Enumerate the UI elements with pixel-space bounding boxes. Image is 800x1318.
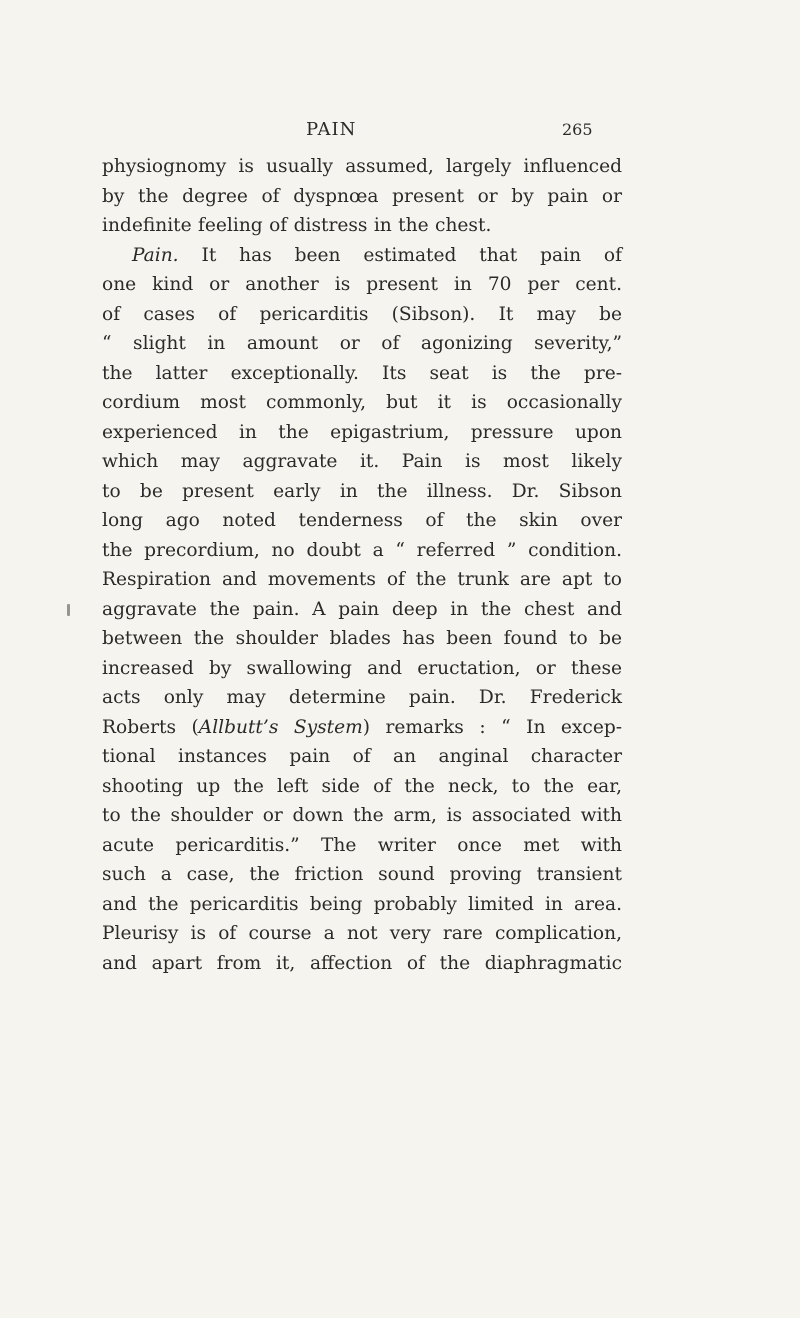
text-line: between the shoulder blades has been found to be (102, 628, 622, 649)
text-line: acts only may determine pain. Dr. Frederick (102, 687, 622, 708)
text-line: by the degree of dyspnœa present or by pain or (102, 185, 622, 207)
margin-mark (67, 604, 70, 616)
cited-work-title: Allbutt’s System (198, 716, 363, 738)
text-line: increased by swallowing and eructation, or these (102, 657, 622, 679)
text-line: one kind or another is present in 70 per cent. (102, 274, 622, 295)
text-line: to be present early in the illness. Dr. Sibson (102, 480, 622, 502)
text-line: of cases of pericarditis (Sibson). It may be (102, 303, 622, 325)
running-title: PAIN (306, 119, 357, 140)
text-line: to the shoulder or down the arm, is associated with (102, 805, 622, 826)
text-line: acute pericarditis.” The writer once met with (102, 834, 622, 856)
text-line: the latter exceptionally. Its seat is the pre- (102, 362, 622, 384)
text-run: It has been estimated that pain of (201, 244, 622, 266)
text-line: and apart from it, affection of the diaphragmatic (102, 952, 622, 974)
text-line: long ago noted tenderness of the skin over (102, 510, 622, 531)
text-line: cordium most commonly, but it is occasionally (102, 392, 622, 413)
body-text (102, 152, 622, 978)
text-line: and the pericarditis being probably limited in area. (102, 893, 622, 915)
section-run-in-heading: Pain. (132, 244, 179, 266)
text-line: such a case, the friction sound proving transient (102, 864, 622, 885)
text-line: experienced in the epigastrium, pressure upon (102, 421, 622, 443)
text-line: shooting up the left side of the neck, to the ear, (102, 775, 622, 797)
text-line: which may aggravate it. Pain is most likely (102, 451, 622, 472)
page-number: 265 (562, 120, 593, 139)
text-line (102, 241, 622, 271)
text-run: Roberts ( (102, 716, 199, 738)
text-line: “ slight in amount or of agonizing severity,” (102, 333, 622, 354)
text-line: physiognomy is usually assumed, largely influenced (102, 156, 622, 177)
text-line: aggravate the pain. A pain deep in the chest and (102, 598, 622, 620)
text-line (102, 713, 622, 743)
text-line: indefinite feeling of distress in the chest. (102, 215, 492, 236)
running-header (0, 100, 800, 140)
text-line: Pleurisy is of course a not very rare complication, (102, 923, 622, 944)
text-line: the precordium, no doubt a “ referred ” condition. (102, 539, 622, 561)
text-line: tional instances pain of an anginal character (102, 746, 622, 767)
text-run: ) remarks : “ In excep- (362, 716, 623, 738)
text-line: Respiration and movements of the trunk are apt to (102, 569, 622, 590)
